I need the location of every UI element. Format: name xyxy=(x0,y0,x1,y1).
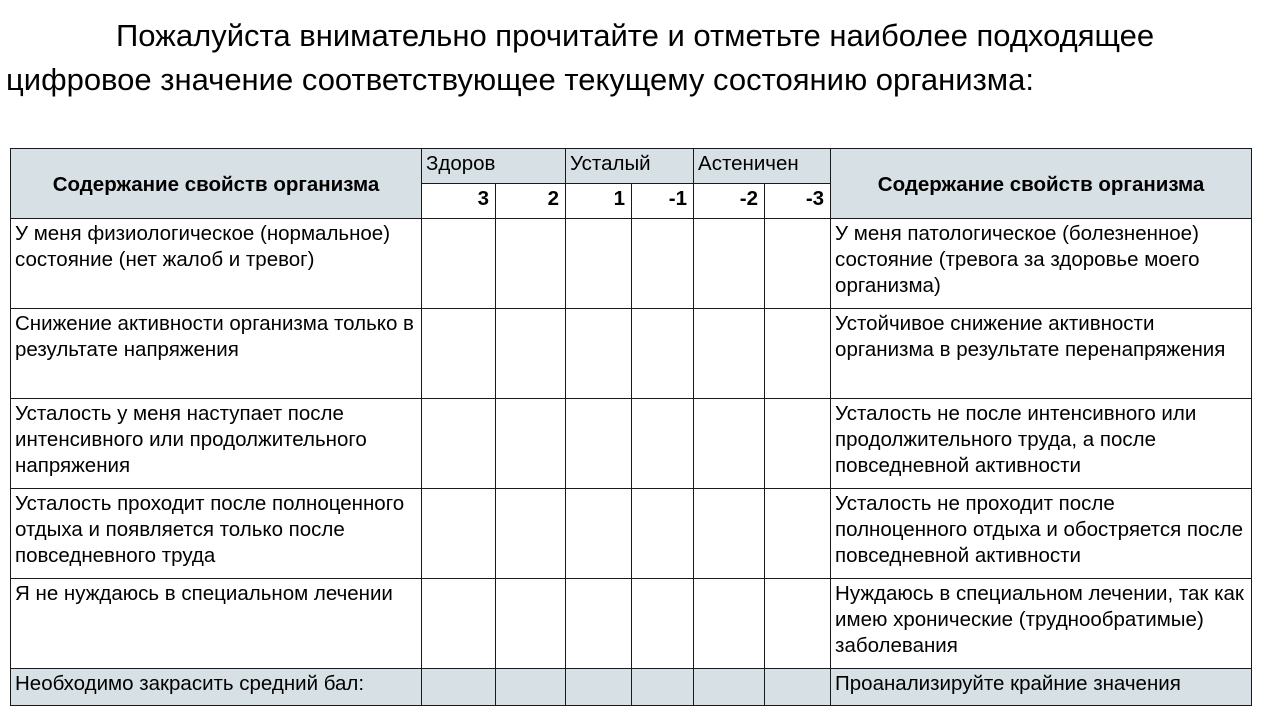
footer-left-note: Необходимо закрасить средний бал: xyxy=(11,669,422,706)
score-cell-minus-2[interactable] xyxy=(694,309,765,399)
header-row-groups xyxy=(11,149,1252,184)
score-cell-2[interactable] xyxy=(496,399,566,489)
table-row xyxy=(11,309,1252,399)
left-statement: У меня физиологическое (нормальное) состояние (нет жалоб и тревог) xyxy=(11,219,422,309)
score-cell-minus-3[interactable] xyxy=(765,219,831,309)
score-cell-1[interactable] xyxy=(566,579,632,669)
score-header: -1 xyxy=(632,184,694,219)
group-header-asthenic: Астеничен xyxy=(694,149,831,184)
left-column-header: Содержание свойств организма xyxy=(11,149,422,219)
score-cell-3[interactable] xyxy=(422,309,496,399)
score-cell-1[interactable] xyxy=(566,309,632,399)
footer-score-cell-2[interactable] xyxy=(496,669,566,706)
score-header: -2 xyxy=(694,184,765,219)
score-cell-2[interactable] xyxy=(496,219,566,309)
score-cell-1[interactable] xyxy=(566,219,632,309)
footer-score-cell-1[interactable] xyxy=(566,669,632,706)
score-cell-minus-2[interactable] xyxy=(694,399,765,489)
score-cell-2[interactable] xyxy=(496,489,566,579)
score-cell-minus-1[interactable] xyxy=(632,309,694,399)
score-header: 2 xyxy=(496,184,566,219)
right-statement: Устойчивое снижение активности организма в результате перенапряжения xyxy=(831,309,1252,399)
footer-score-cell-minus-2[interactable] xyxy=(694,669,765,706)
left-statement: Снижение активности организма только в результате напряжения xyxy=(11,309,422,399)
score-cell-1[interactable] xyxy=(566,489,632,579)
right-statement: Нуждаюсь в специальном лечении, так как имею хронические (труднообратимые) заболевания xyxy=(831,579,1252,669)
right-statement: Усталость не после интенсивного или продолжительного труда, а после повседневной активности xyxy=(831,399,1252,489)
table-row xyxy=(11,399,1252,489)
footer-score-cell-minus-3[interactable] xyxy=(765,669,831,706)
score-header: -3 xyxy=(765,184,831,219)
score-cell-minus-3[interactable] xyxy=(765,579,831,669)
table-row xyxy=(11,489,1252,579)
group-header-healthy: Здоров xyxy=(422,149,566,184)
table-row xyxy=(11,579,1252,669)
footer-right-note: Проанализируйте крайние значения xyxy=(831,669,1252,706)
right-statement: Усталость не проходит после полноценного отдыха и обостряется после повседневной активности xyxy=(831,489,1252,579)
score-cell-3[interactable] xyxy=(422,489,496,579)
left-statement: Усталость у меня наступает после интенсивного или продолжительного напряжения xyxy=(11,399,422,489)
group-header-tired: Усталый xyxy=(566,149,694,184)
footer-score-cell-3[interactable] xyxy=(422,669,496,706)
score-cell-minus-2[interactable] xyxy=(694,489,765,579)
instruction-text: Пожалуйста внимательно прочитайте и отметьте наиболее подходящее цифровое значение соответствующее текущему состоянию организма: xyxy=(6,18,1155,97)
score-cell-minus-1[interactable] xyxy=(632,489,694,579)
score-cell-minus-1[interactable] xyxy=(632,399,694,489)
score-cell-minus-3[interactable] xyxy=(765,489,831,579)
score-cell-3[interactable] xyxy=(422,579,496,669)
table-row xyxy=(11,219,1252,309)
score-cell-minus-2[interactable] xyxy=(694,219,765,309)
score-cell-3[interactable] xyxy=(422,399,496,489)
score-cell-minus-3[interactable] xyxy=(765,399,831,489)
score-cell-3[interactable] xyxy=(422,219,496,309)
score-cell-2[interactable] xyxy=(496,309,566,399)
footer-score-cell-minus-1[interactable] xyxy=(632,669,694,706)
score-cell-2[interactable] xyxy=(496,579,566,669)
footer-row xyxy=(11,669,1252,706)
left-statement: Я не нуждаюсь в специальном лечении xyxy=(11,579,422,669)
score-cell-minus-1[interactable] xyxy=(632,219,694,309)
score-cell-minus-2[interactable] xyxy=(694,579,765,669)
right-statement: У меня патологическое (болезненное) состояние (тревога за здоровье моего организма) xyxy=(831,219,1252,309)
score-header: 1 xyxy=(566,184,632,219)
right-column-header: Содержание свойств организма xyxy=(831,149,1252,219)
score-cell-1[interactable] xyxy=(566,399,632,489)
score-header: 3 xyxy=(422,184,496,219)
left-statement: Усталость проходит после полноценного отдыха и появляется только после повседневного труда xyxy=(11,489,422,579)
state-assessment-table xyxy=(10,148,1252,706)
score-cell-minus-3[interactable] xyxy=(765,309,831,399)
score-cell-minus-1[interactable] xyxy=(632,579,694,669)
